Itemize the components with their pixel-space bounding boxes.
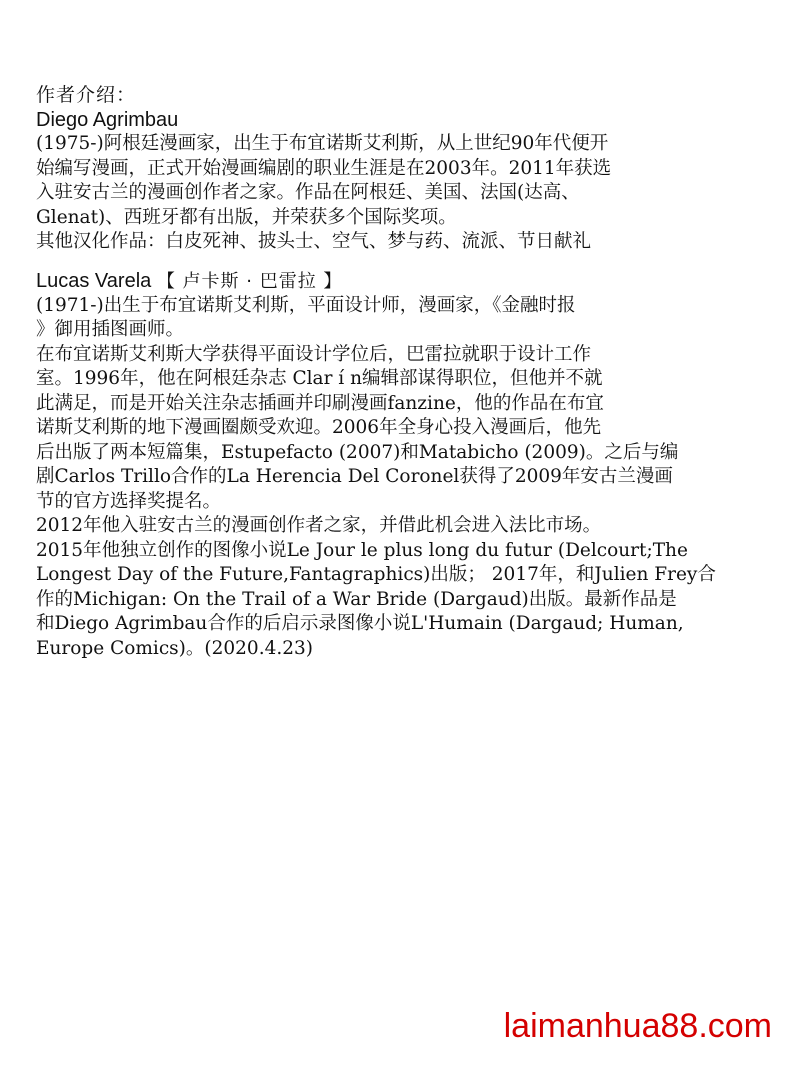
author2-bio-line: 2015年他独立创作的图像小说Le Jour le plus long du futur (Delcourt;The (36, 539, 688, 561)
author2-bio-line: 作的Michigan: On the Trail of a War Bride (Dargaud)出版。最新作品是 (36, 588, 677, 610)
author1-bio-line: 入驻安古兰的漫画创作者之家。作品在阿根廷、美国、法国(达高、 (36, 182, 580, 203)
author1-bio-line: Glenat)、西班牙都有出版，并荣获多个国际奖项。 (36, 206, 457, 228)
author2-bio-line: 后出版了两本短篇集，Estupefacto (2007)和Matabicho (2009)。之后与编 (36, 441, 679, 463)
author2-bio-line: 室。1996年，他在阿根廷杂志 Clar í n编辑部谋得职位，但他并不就 (36, 368, 603, 389)
author2-name: Lucas Varela (36, 269, 152, 292)
author2-name-cn: 【 卢卡斯 · 巴雷拉 】 (156, 270, 343, 292)
author1-other-works: 其他汉化作品：白皮死神、披头士、空气、梦与药、流派、节日献礼 (36, 231, 592, 252)
author2-bio-line: 2012年他入驻安古兰的漫画创作者之家，并借此机会进入法比市场。 (36, 515, 602, 536)
author2-bio-line: Longest Day of the Future,Fantagraphics)出版； 2017年，和Julien Frey合 (36, 564, 716, 585)
author1-bio-line: (1975-)阿根廷漫画家，出生于布宜诺斯艾利斯，从上世纪90年代便开 (36, 133, 609, 154)
author-intro-heading: 作者介绍： (36, 84, 137, 106)
site-watermark: laimanhua88.com (503, 1007, 772, 1045)
author1-bio-line: 始编写漫画，正式开始漫画编剧的职业生涯是在2003年。2011年获选 (36, 157, 612, 179)
document-body (36, 82, 776, 661)
author2-bio-line: 》御用插图画师。 (36, 319, 185, 340)
author2-bio-line: 和Diego Agrimbau合作的后启示录图像小说L'Humain (Dargaud; Human, (36, 613, 684, 634)
author2-bio-line: 在布宜诺斯艾利斯大学获得平面设计学位后，巴雷拉就职于设计工作 (36, 343, 592, 365)
author2-bio-line: (1971-)出生于布宜诺斯艾利斯，平面设计师，漫画家，《金融时报 (36, 294, 576, 316)
author1-bio (36, 132, 776, 255)
author2-bio-line: 诺斯艾利斯的地下漫画圈颇受欢迎。2006年全身心投入漫画后，他先 (36, 417, 602, 438)
author2-bio-line: 节的官方选择奖提名。 (36, 490, 222, 512)
author2-bio-line: 此满足，而是开始关注杂志插画并印刷漫画fanzine，他的作品在布宜 (36, 392, 604, 414)
author2-bio (36, 294, 776, 662)
author2-bio-line: 剧Carlos Trillo合作的La Herencia Del Coronel获得了2009年安古兰漫画 (36, 466, 673, 487)
author1-name: Diego Agrimbau (36, 109, 179, 131)
author2-heading (36, 269, 776, 294)
author2-bio-line: Europe Comics)。(2020.4.23) (36, 637, 313, 659)
